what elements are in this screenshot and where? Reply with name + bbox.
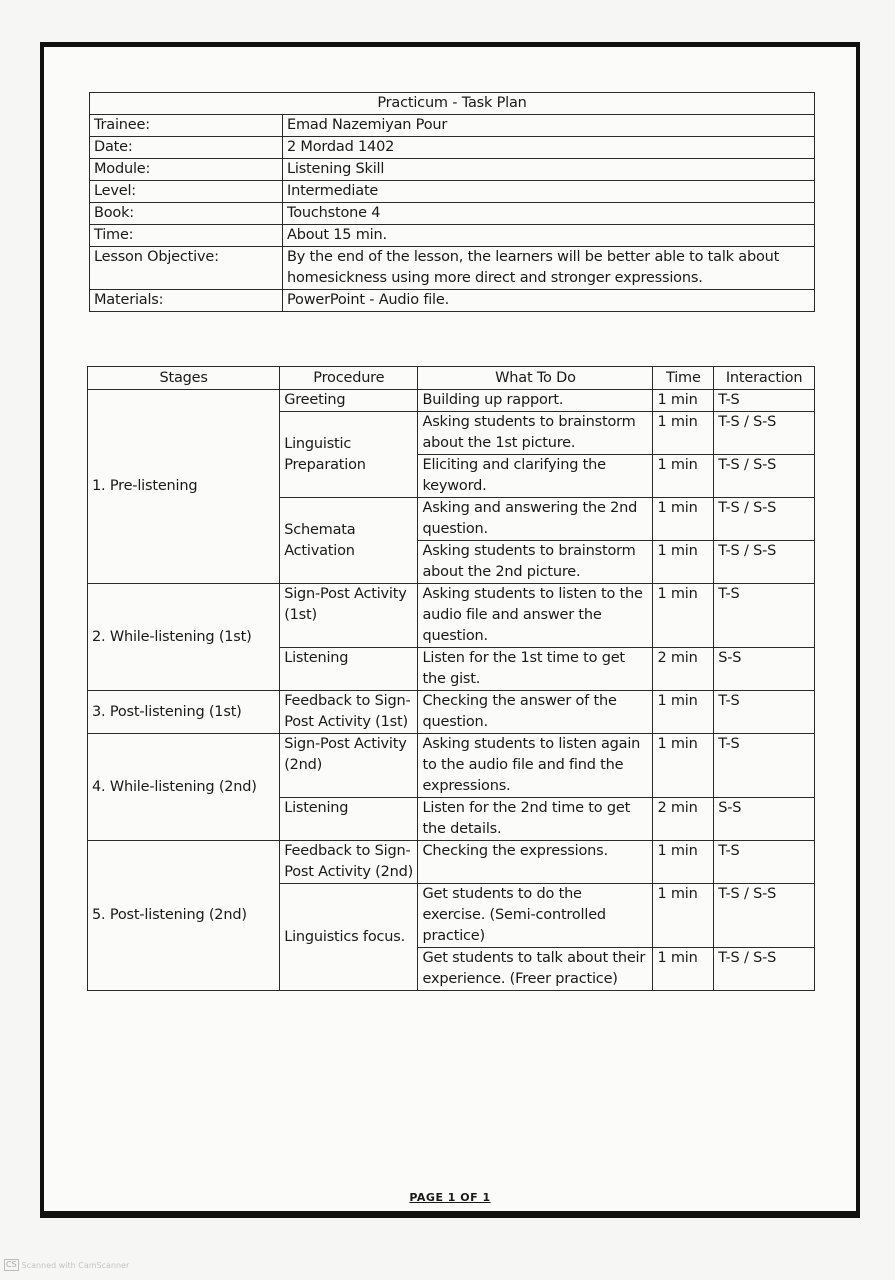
table-row [88, 841, 815, 884]
watermark-text: Scanned with CamScanner [21, 1260, 130, 1270]
document-page [40, 42, 860, 1218]
info-label: Trainee: [90, 115, 283, 137]
camscanner-icon: CS [6, 1260, 17, 1269]
info-label: Module: [90, 159, 283, 181]
procedure-cell: Feedback to Sign-Post Activity (2nd) [280, 841, 418, 884]
info-row-materials [90, 290, 815, 312]
table-row [88, 584, 815, 648]
table-row [88, 691, 815, 734]
interaction-cell: T-S [714, 734, 815, 798]
todo-cell: Asking students to listen to the audio file and answer the question. [418, 584, 653, 648]
procedure-cell: Listening [280, 648, 418, 691]
time-cell: 1 min [653, 884, 714, 948]
column-header-interaction: Interaction [714, 367, 815, 390]
info-label: Materials: [90, 290, 283, 312]
procedure-cell: Feedback to Sign-Post Activity (1st) [280, 691, 418, 734]
info-label: Book: [90, 203, 283, 225]
info-row-level [90, 181, 815, 203]
column-header-what-to-do: What To Do [418, 367, 653, 390]
info-value: PowerPoint - Audio file. [283, 290, 815, 312]
procedure-cell: Sign-Post Activity (1st) [280, 584, 418, 648]
todo-cell: Building up rapport. [418, 390, 653, 412]
interaction-cell: T-S / S-S [714, 948, 815, 991]
procedure-cell: Sign-Post Activity (2nd) [280, 734, 418, 798]
todo-cell: Listen for the 1st time to get the gist. [418, 648, 653, 691]
todo-cell: Get students to do the exercise. (Semi-controlled practice) [418, 884, 653, 948]
procedure-cell: Linguistics focus. [280, 884, 418, 991]
info-label: Date: [90, 137, 283, 159]
info-value: 2 Mordad 1402 [283, 137, 815, 159]
page-number: PAGE 1 OF 1 [409, 1191, 491, 1204]
time-cell: 2 min [653, 798, 714, 841]
time-cell: 1 min [653, 734, 714, 798]
info-label: Time: [90, 225, 283, 247]
interaction-cell: T-S [714, 390, 815, 412]
stage-cell: 5. Post-listening (2nd) [88, 841, 280, 991]
interaction-cell: T-S / S-S [714, 412, 815, 455]
info-table [89, 92, 815, 312]
stage-cell: 1. Pre-listening [88, 390, 280, 584]
interaction-cell: T-S / S-S [714, 455, 815, 498]
interaction-cell: S-S [714, 798, 815, 841]
interaction-cell: T-S / S-S [714, 541, 815, 584]
procedure-cell: Greeting [280, 390, 418, 412]
todo-cell: Checking the expressions. [418, 841, 653, 884]
procedure-cell: Schemata Activation [280, 498, 418, 584]
info-row-trainee [90, 115, 815, 137]
info-value: About 15 min. [283, 225, 815, 247]
task-plan-table [87, 366, 815, 991]
procedure-cell: Linguistic Preparation [280, 412, 418, 498]
todo-cell: Asking and answering the 2nd question. [418, 498, 653, 541]
stage-cell: 3. Post-listening (1st) [88, 691, 280, 734]
info-title-row [90, 93, 815, 115]
interaction-cell: T-S [714, 691, 815, 734]
time-cell: 1 min [653, 691, 714, 734]
info-row-book [90, 203, 815, 225]
info-label: Lesson Objective: [90, 247, 283, 290]
time-cell: 2 min [653, 648, 714, 691]
info-value: Intermediate [283, 181, 815, 203]
table-row [88, 734, 815, 798]
document-title: Practicum - Task Plan [90, 93, 815, 115]
todo-cell: Eliciting and clarifying the keyword. [418, 455, 653, 498]
procedure-cell: Listening [280, 798, 418, 841]
todo-cell: Listen for the 2nd time to get the details. [418, 798, 653, 841]
time-cell: 1 min [653, 390, 714, 412]
todo-cell: Asking students to brainstorm about the 1st picture. [418, 412, 653, 455]
interaction-cell: T-S [714, 841, 815, 884]
interaction-cell: T-S / S-S [714, 498, 815, 541]
time-cell: 1 min [653, 412, 714, 455]
table-row [88, 390, 815, 412]
todo-cell: Checking the answer of the question. [418, 691, 653, 734]
info-value: By the end of the lesson, the learners will be better able to talk about homesickness using more direct and stronger expressions. [283, 247, 815, 290]
interaction-cell: T-S / S-S [714, 884, 815, 948]
info-row-date [90, 137, 815, 159]
info-value: Listening Skill [283, 159, 815, 181]
todo-cell: Asking students to listen again to the audio file and find the expressions. [418, 734, 653, 798]
info-row-time [90, 225, 815, 247]
plan-header-row [88, 367, 815, 390]
time-cell: 1 min [653, 455, 714, 498]
info-value: Emad Nazemiyan Pour [283, 115, 815, 137]
column-header-stages: Stages [88, 367, 280, 390]
info-value: Touchstone 4 [283, 203, 815, 225]
interaction-cell: T-S [714, 584, 815, 648]
info-row-module [90, 159, 815, 181]
interaction-cell: S-S [714, 648, 815, 691]
stage-cell: 2. While-listening (1st) [88, 584, 280, 691]
info-row-objective [90, 247, 815, 290]
todo-cell: Asking students to brainstorm about the 2nd picture. [418, 541, 653, 584]
time-cell: 1 min [653, 948, 714, 991]
column-header-time: Time [653, 367, 714, 390]
column-header-procedure: Procedure [280, 367, 418, 390]
info-label: Level: [90, 181, 283, 203]
time-cell: 1 min [653, 541, 714, 584]
scanner-watermark [4, 1259, 129, 1271]
time-cell: 1 min [653, 584, 714, 648]
stage-cell: 4. While-listening (2nd) [88, 734, 280, 841]
time-cell: 1 min [653, 841, 714, 884]
time-cell: 1 min [653, 498, 714, 541]
todo-cell: Get students to talk about their experience. (Freer practice) [418, 948, 653, 991]
